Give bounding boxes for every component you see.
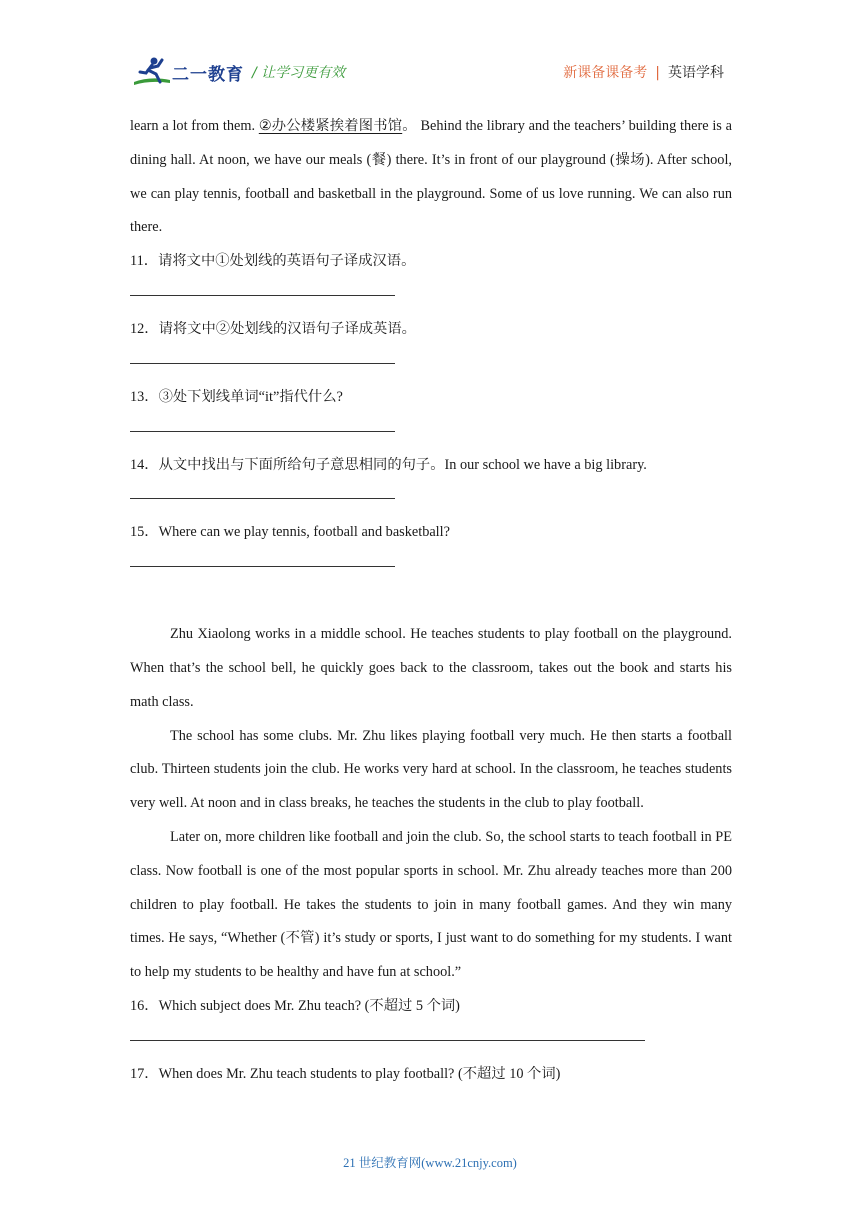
passage-text: 。 Behind the library and the teachers’ building there is a dining hall. At noon, we have our meals (餐) there. It’s in front of our playground (操场). After school, we can play tennis, football and basketball in the playground. Some of us love running. We can also run there. (130, 118, 732, 236)
underlined-sentence-2: ②办公楼紧挨着图书馆 (258, 118, 403, 134)
document-body (130, 110, 732, 1092)
question-13: 13．③处下划线单词“it”指代什么? (130, 388, 343, 405)
question-12: 12．请将文中②处划线的汉语句子译成英语。 (130, 320, 416, 337)
answer-line[interactable] (130, 550, 732, 584)
logo (132, 56, 250, 88)
question-16: 16．Which subject does Mr. Zhu teach? (不超过 5 个词) (130, 997, 460, 1014)
passage-2-paragraph-3: Later on, more children like football and join the club. So, the school starts to teach football in PE class. Now football is one of the most popular sports in school. Mr. Zhu already teaches more than 200 children to play football. He takes the students to join in many football games. And they win many times. He says, “Whether (不管) it’s study or sports, I just want to do something for my students. I want to help my students to be healthy and have fun at school.” (130, 828, 732, 981)
header-subject: 英语学科 (668, 65, 724, 81)
header-slogan: / 让学习更有效 (252, 65, 346, 81)
section-gap (130, 584, 732, 618)
answer-line[interactable] (130, 482, 732, 516)
passage-text: learn a lot from them. (130, 118, 259, 134)
header-separator: | (655, 65, 660, 81)
answer-line[interactable] (130, 1024, 732, 1058)
answer-line[interactable] (130, 279, 732, 313)
question-11: 11．请将文中①处划线的英语句子译成汉语。 (130, 253, 416, 270)
logo-text: 二一教育 (172, 65, 244, 85)
page-header (0, 0, 860, 100)
answer-line[interactable] (130, 415, 732, 449)
passage-2-paragraph-1: Zhu Xiaolong works in a middle school. He teaches students to play football on the playground. When that’s the school bell, he quickly goes back to the classroom, takes out the book and starts his math class. (130, 626, 732, 710)
page-footer: 21 世纪教育网(www.21cnjy.com) (343, 1156, 517, 1170)
question-15: 15．Where can we play tennis, football and basketball? (130, 524, 450, 541)
question-17: 17．When does Mr. Zhu teach students to play football? (不超过 10 个词) (130, 1065, 561, 1082)
passage-2-paragraph-2: The school has some clubs. Mr. Zhu likes playing football very much. He then starts a football club. Thirteen students join the club. He works very hard at school. In the classroom, he teaches students very well. At noon and in class breaks, he teaches the students in the club to play football. (130, 727, 732, 812)
header-course-label: 新课备课备考 (563, 65, 648, 81)
passage-1-paragraph (130, 110, 732, 245)
runner-logo-icon (132, 56, 172, 88)
answer-line[interactable] (130, 347, 732, 381)
question-14: 14．从文中找出与下面所给句子意思相同的句子。In our school we have a big library. (130, 456, 647, 473)
header-right (563, 62, 724, 82)
